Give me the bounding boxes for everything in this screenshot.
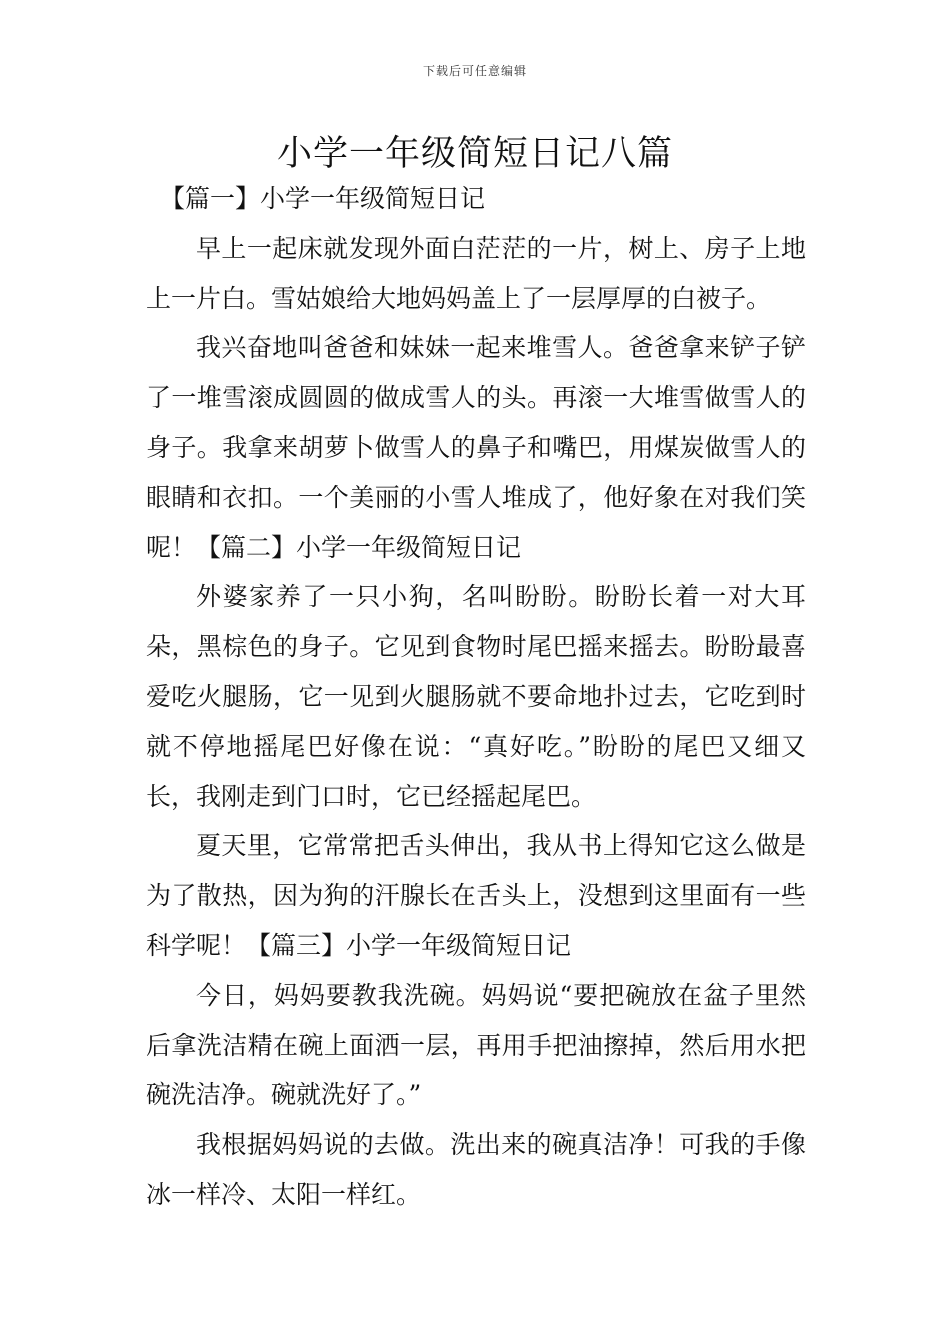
paragraph: 早上一起床就发现外面白茫茫的一片，树上、房子上地上一片白。雪姑娘给大地妈妈盖上了一层厚厚的白被子。 bbox=[146, 233, 806, 313]
paragraph: 我根据妈妈说的去做。洗出来的碗真洁净！可我的手像冰一样冷、太阳一样红。 bbox=[146, 1130, 806, 1209]
section-heading-3: 【篇三】小学一年级简短日记 bbox=[246, 930, 572, 960]
document-title: 小学一年级简短日记八篇 bbox=[276, 134, 673, 174]
paragraph: 外婆家养了一只小狗，名叫盼盼。盼盼长着一对大耳朵，黑棕色的身子。它见到食物时尾巴摇来摇去。盼盼最喜爱吃火腿肠，它一见到火腿肠就不要命地扑过去，它吃到时就不停地摇尾巴好像在说：“真好吃。”盼盼的尾巴又细又长，我刚走到门口时，它已经摇起尾巴。 bbox=[146, 582, 806, 811]
section-heading-2: 【篇二】小学一年级简短日记 bbox=[196, 532, 522, 562]
paragraph bbox=[146, 323, 806, 572]
section-heading-1: 【篇一】小学一年级简短日记 bbox=[160, 184, 486, 213]
paragraph: 今日，妈妈要教我洗碗。妈妈说“要把碗放在盆子里然后拿洗洁精在碗上面洒一层，再用手把油擦掉，然后用水把碗洗洁净。碗就洗好了。” bbox=[146, 980, 806, 1110]
document-body bbox=[146, 174, 806, 1220]
page-header-note: 下载后可任意编辑 bbox=[422, 64, 527, 78]
paragraph-text: 夏天里，它常常把舌头伸出，我从书上得知它这么做是为了散热，因为狗的汗腺长在舌头上，没想到这里面有一些科学呢！ bbox=[146, 831, 806, 960]
paragraph bbox=[146, 821, 806, 970]
paragraph-text: 我兴奋地叫爸爸和妹妹一起来堆雪人。爸爸拿来铲子铲了一堆雪滚成圆圆的做成雪人的头。再滚一大堆雪做雪人的身子。我拿来胡萝卜做雪人的鼻子和嘴巴，用煤炭做雪人的眼睛和衣扣。一个美丽的小雪人堆成了，他好象在对我们笑呢！ bbox=[146, 333, 806, 562]
